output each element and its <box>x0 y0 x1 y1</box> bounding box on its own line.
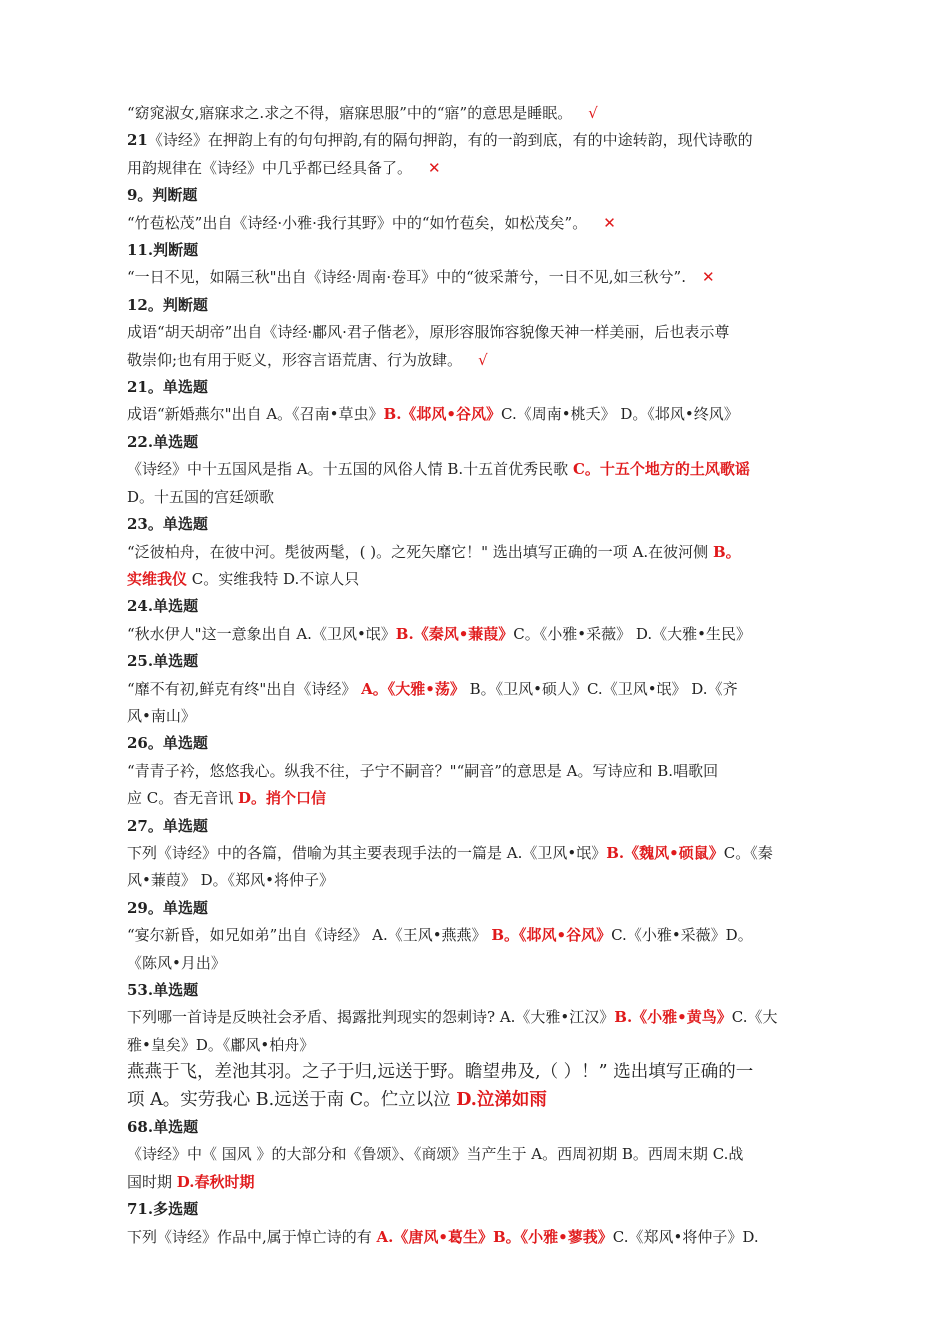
question-header: 22.单选题 <box>127 432 199 451</box>
question-text-line <box>127 456 825 483</box>
question-text: 成语“新婚燕尔"出自 A。《召南•草虫》 <box>127 405 384 424</box>
correct-answer: B.《魏风•硕鼠》 <box>606 843 724 862</box>
question-text-line <box>127 100 825 127</box>
question-text: 下列哪一首诗是反映社会矛盾、揭露批判现实的怨刺诗? A.《大雅•江汉》 <box>127 1008 615 1027</box>
correct-answer: B.《小雅•黄鸟》 <box>614 1008 732 1027</box>
question-block <box>127 648 825 730</box>
question-text: “青青子衿，悠悠我心。纵我不往，子宁不嗣音？"“嗣音”的意思是 A。写诗应和 B.唱歌回 <box>127 761 719 780</box>
question-text-line <box>127 484 825 511</box>
question-text-line <box>127 867 825 894</box>
correct-answer: C。十五个地方的土风歌谣 <box>572 460 750 479</box>
correct-answer: B。《邶风•谷风》 <box>491 926 612 945</box>
question-text: 成语“胡天胡帝”出自《诗经·鄘风·君子偕老》，原形容服饰容貌像天神一样美丽，后也表示尊 <box>127 323 730 342</box>
document-page <box>127 100 825 1251</box>
correct-answer: A。《大雅•荡》 <box>361 679 465 698</box>
question-text: 下列《诗经》作品中,属于悼亡诗的有 <box>127 1227 377 1246</box>
question-text: B。《卫风•硕人》C.《卫风•氓》 D.《齐 <box>464 679 738 698</box>
question-text: “竹苞松茂”出自《诗经·小雅·我行其野》中的“如竹苞矣，如松茂矣”。 <box>127 213 588 232</box>
question-text-line <box>127 566 825 593</box>
question-text-line <box>127 1087 825 1114</box>
question-block <box>127 127 825 182</box>
question-text: 国时期 <box>127 1172 177 1191</box>
question-text-line <box>127 840 825 867</box>
question-header: 12。判断题 <box>127 295 208 314</box>
correct-answer: B.《邶风•谷风》 <box>383 405 502 424</box>
correct-answer: A.《唐风•葛生》B。《小雅•蓼莪》 <box>376 1227 613 1246</box>
question-text: 雅•皇矣》D。《鄘风•柏舟》 <box>127 1035 315 1054</box>
question-text: 用韵规律在《诗经》中几乎都已经具备了。 <box>127 158 413 177</box>
question-text-line <box>127 758 825 785</box>
correct-answer: D.春秋时期 <box>176 1172 255 1191</box>
question-text: 敬崇仰;也有用于贬义，形容言语荒唐、行为放肆。 <box>127 350 463 369</box>
question-text: 《陈风•月出》 <box>127 953 226 972</box>
question-text: C。《小雅•采薇》 D.《大雅•生民》 <box>513 624 751 643</box>
question-text: “泛彼柏舟，在彼中河。髧彼两髦，( )。之死矢靡它！" 选出填写正确的一项 A.在彼河侧 <box>127 542 713 561</box>
question-text-line <box>127 950 825 977</box>
question-text-line <box>127 703 825 730</box>
question-text: 《诗经》中十五国风是指 A。十五国的风俗人情 B.十五首优秀民歌 <box>127 460 573 479</box>
question-text-line <box>127 539 825 566</box>
question-text: “宴尔新昏，如兄如弟”出自《诗经》 A.《王风•燕燕》 <box>127 926 492 945</box>
question-text-line <box>127 319 825 346</box>
question-header: 23。单选题 <box>127 515 208 534</box>
question-header: 29。单选题 <box>127 898 208 917</box>
question-text: 项 A。实劳我心 B.远送于南 C。伫立以泣 <box>127 1089 457 1110</box>
cross-mark-icon: ✕ <box>428 158 441 177</box>
question-header: 71.多选题 <box>127 1200 199 1219</box>
question-block <box>127 813 825 895</box>
question-header: 27。单选题 <box>127 816 208 835</box>
question-text-line <box>127 1004 825 1031</box>
question-text: C。实维我特 D.不谅人只 <box>187 569 360 588</box>
question-header: 9。判断题 <box>127 186 198 205</box>
question-header: 53.单选题 <box>127 981 199 999</box>
correct-answer: D。捎个口信 <box>238 789 327 808</box>
question-text-line <box>127 127 825 154</box>
question-text-line <box>127 621 825 648</box>
question-text: 燕燕于飞，差池其羽。之子于归,远送于野。瞻望弗及,（ ）！” 选出填写正确的一 <box>127 1062 754 1083</box>
question-block <box>127 730 825 812</box>
question-block <box>127 1196 825 1251</box>
question-text-line <box>127 401 825 428</box>
question-text: D。十五国的宫廷颂歌 <box>127 487 275 506</box>
question-block <box>127 429 825 511</box>
question-text-line <box>127 676 825 703</box>
question-text-line <box>127 1141 825 1168</box>
question-text: C.《小雅•采薇》D。 <box>611 926 753 945</box>
question-header: 68.单选题 <box>127 1118 199 1137</box>
question-text: “窈窕淑女,寤寐求之.求之不得，寤寐思服”中的“寤”的意思是睡眠。 <box>127 104 573 122</box>
question-header: 21。单选题 <box>127 378 208 397</box>
question-text-line <box>127 1169 825 1196</box>
question-header: 25.单选题 <box>127 652 199 671</box>
question-text-line <box>127 785 825 812</box>
check-mark-icon: √ <box>588 104 598 122</box>
cross-mark-icon: ✕ <box>701 268 715 287</box>
question-text: 风•蒹葭》 D。《郑风•将仲子》 <box>127 871 334 890</box>
question-text: 下列《诗经》中的各篇，借喻为其主要表现手法的一篇是 A.《卫风•氓》 <box>127 843 607 862</box>
question-block <box>127 593 825 648</box>
question-number: 21 <box>127 131 148 150</box>
question-block <box>127 100 825 127</box>
cross-mark-icon: ✕ <box>603 213 616 232</box>
correct-answer: B。 <box>712 542 741 561</box>
question-text: “秋水伊人"这一意象出自 A.《卫风•氓》 <box>127 624 396 643</box>
question-header: 26。单选题 <box>127 734 208 753</box>
question-text: C.《周南•桃夭》 D。《邶风•终风》 <box>501 405 739 424</box>
question-block <box>127 292 825 374</box>
question-text: C。《秦 <box>723 843 773 862</box>
question-text-line <box>127 264 825 291</box>
question-text-line <box>127 922 825 949</box>
question-block <box>127 511 825 593</box>
correct-answer: 实维我仪 <box>127 569 188 588</box>
question-text-line <box>127 1224 825 1251</box>
question-text: 《诗经》在押韵上有的句句押韵,有的隔句押韵，有的一韵到底，有的中途转韵，现代诗歌的 <box>147 131 753 150</box>
question-header: 24.单选题 <box>127 597 199 616</box>
question-block <box>127 977 825 1059</box>
correct-answer: D.泣涕如雨 <box>456 1089 547 1110</box>
question-text: “一日不见，如隔三秋"出自《诗经·周南·卷耳》中的“彼采萧兮，一日不见,如三秋兮”. <box>127 268 686 287</box>
question-text-line <box>127 155 825 182</box>
question-block <box>127 895 825 977</box>
correct-answer: B.《秦风•蒹葭》 <box>395 624 514 643</box>
question-block <box>127 1114 825 1196</box>
question-block <box>127 182 825 237</box>
question-header: 11.判断题 <box>127 241 199 260</box>
check-mark-icon: √ <box>478 350 488 369</box>
question-text: C.《郑风•将仲子》D. <box>612 1227 759 1246</box>
question-text: 应 C。杳无音讯 <box>127 789 239 808</box>
question-block <box>127 374 825 429</box>
question-text-line <box>127 1032 825 1059</box>
question-text: 风•南山》 <box>127 706 196 725</box>
question-block <box>127 1059 825 1114</box>
question-text-line <box>127 1059 825 1086</box>
question-text: “靡不有初,鲜克有终"出自《诗经》 <box>127 679 362 698</box>
question-block <box>127 237 825 292</box>
question-text: 《诗经》中《 国风 》的大部分和《鲁颂》、《商颂》当产生于 A。西周初期 B。西周末期 C.战 <box>127 1145 744 1164</box>
question-text: C.《大 <box>731 1008 778 1027</box>
question-text-line <box>127 210 825 237</box>
question-text-line <box>127 347 825 374</box>
